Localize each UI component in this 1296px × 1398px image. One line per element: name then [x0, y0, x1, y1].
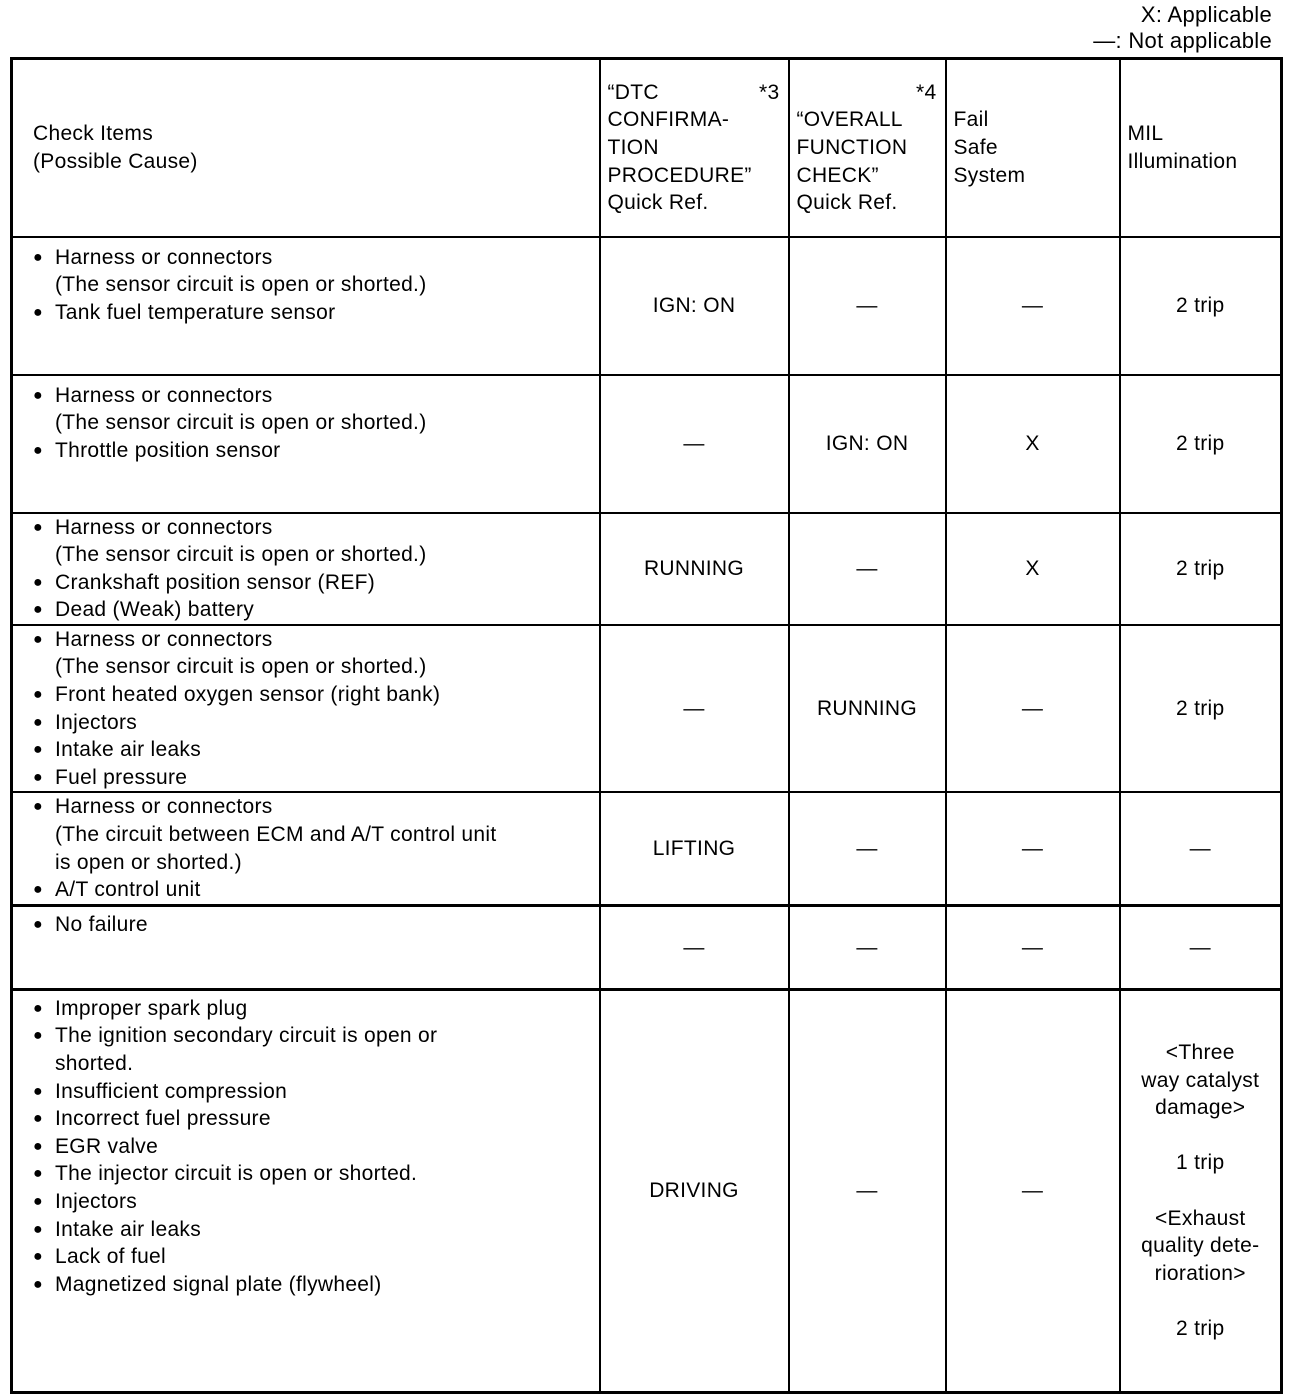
- check-item-text: Magnetized signal plate (flywheel): [55, 1272, 382, 1296]
- table-row: [12, 375, 1282, 513]
- overall-function-check-cell: —: [789, 513, 946, 625]
- overall-function-check-cell: RUNNING: [789, 625, 946, 793]
- dtc-confirmation-cell: DRIVING: [600, 989, 789, 1392]
- mil-illumination-cell: 2 trip: [1120, 237, 1282, 375]
- check-item: [33, 1188, 599, 1216]
- bullet-icon: ●: [33, 1220, 43, 1238]
- mil-illumination-cell: —: [1120, 905, 1282, 989]
- bullet-icon: ●: [33, 386, 43, 404]
- check-item: [33, 299, 599, 327]
- mil-line: <Exhaust: [1154, 1206, 1246, 1230]
- bullet-icon: ●: [33, 1192, 43, 1210]
- fail-safe-cell: —: [946, 905, 1120, 989]
- bullet-icon: ●: [33, 1027, 43, 1045]
- check-items-cell: [12, 792, 600, 905]
- check-item: [33, 541, 599, 569]
- check-item-text: Insufficient compression: [55, 1079, 288, 1103]
- fail-safe-cell: X: [946, 513, 1120, 625]
- check-item-text: Throttle position sensor: [55, 438, 281, 462]
- bullet-icon: ●: [33, 741, 43, 759]
- header-check-items: Check Items (Possible Cause): [12, 59, 600, 237]
- check-items-cell: [12, 989, 600, 1392]
- check-item: [33, 1105, 599, 1133]
- check-item: [33, 876, 599, 904]
- header-mil-illumination: MIL Illumination: [1120, 59, 1282, 237]
- check-item: [33, 1271, 599, 1299]
- check-item-text: Improper spark plug: [55, 996, 248, 1020]
- check-item-text: Injectors: [55, 710, 138, 734]
- mil-line: 1 trip: [1176, 1151, 1225, 1175]
- check-item-text: Intake air leaks: [55, 1217, 202, 1241]
- mil-illumination-cell: —: [1120, 792, 1282, 905]
- mil-illumination-cell: 2 trip: [1120, 375, 1282, 513]
- check-item: [33, 244, 599, 272]
- check-item-text: No failure: [55, 912, 148, 936]
- check-item: [33, 626, 599, 654]
- check-item-text: shorted.: [55, 1052, 134, 1075]
- legend-applicable: X: Applicable: [1140, 2, 1272, 27]
- check-item: [33, 1216, 599, 1244]
- bullet-icon: ●: [33, 1082, 43, 1100]
- bullet-icon: ●: [33, 798, 43, 816]
- bullet-icon: ●: [33, 518, 43, 536]
- mil-line: 2 trip: [1176, 1316, 1225, 1340]
- legend: [1093, 2, 1272, 54]
- header-fail-safe-system: Fail Safe System: [946, 59, 1120, 237]
- mil-line: rioration>: [1154, 1261, 1246, 1285]
- check-item: [33, 1050, 599, 1078]
- check-item: [33, 1133, 599, 1161]
- mil-line: [1121, 1287, 1281, 1315]
- check-item: [33, 1243, 599, 1271]
- fail-safe-cell: —: [946, 792, 1120, 905]
- header-overall-function-check: *4 “OVERALL FUNCTION CHECK” Quick Ref.: [789, 59, 946, 237]
- mil-line: [1121, 1122, 1281, 1150]
- overall-function-check-cell: —: [789, 792, 946, 905]
- overall-function-check-cell: —: [789, 905, 946, 989]
- check-item: [33, 514, 599, 542]
- check-item-text: Fuel pressure: [55, 765, 188, 789]
- check-item-text: (The sensor circuit is open or shorted.): [55, 655, 427, 679]
- fail-safe-cell: —: [946, 237, 1120, 375]
- overall-function-check-cell: —: [789, 237, 946, 375]
- footnote-3: *3: [759, 80, 780, 104]
- check-item-text: Injectors: [55, 1189, 138, 1213]
- check-items-cell: [12, 513, 600, 625]
- table-row: [12, 237, 1282, 375]
- fail-safe-cell: —: [946, 625, 1120, 793]
- table-row: [12, 905, 1282, 989]
- dtc-confirmation-cell: IGN: ON: [600, 237, 789, 375]
- mil-line: [1121, 1177, 1281, 1205]
- bullet-icon: ●: [33, 1165, 43, 1183]
- check-item: [33, 709, 599, 737]
- dtc-table: [10, 57, 1283, 1394]
- overall-function-check-cell: —: [789, 989, 946, 1392]
- dtc-confirmation-cell: —: [600, 625, 789, 793]
- check-item: [33, 849, 599, 877]
- check-item: [33, 1022, 599, 1050]
- check-item: [33, 1078, 599, 1106]
- mil-line: <Three: [1165, 1041, 1235, 1065]
- check-item-text: (The sensor circuit is open or shorted.): [55, 273, 427, 297]
- dtc-confirmation-cell: LIFTING: [600, 792, 789, 905]
- mil-illumination-cell: 2 trip: [1120, 625, 1282, 793]
- mil-line: quality dete-: [1141, 1234, 1260, 1258]
- dtc-confirmation-cell: —: [600, 905, 789, 989]
- bullet-icon: ●: [33, 686, 43, 704]
- bullet-icon: ●: [33, 303, 43, 321]
- check-item-text: Harness or connectors: [55, 245, 273, 269]
- mil-line: damage>: [1155, 1096, 1246, 1120]
- check-item: [33, 995, 599, 1023]
- check-item-text: is open or shorted.): [55, 850, 242, 874]
- bullet-icon: ●: [33, 1248, 43, 1266]
- check-item: [33, 596, 599, 624]
- check-items-cell: [12, 625, 600, 793]
- mil-illumination-cell: 2 trip: [1120, 513, 1282, 625]
- dtc-confirmation-cell: RUNNING: [600, 513, 789, 625]
- check-item-text: (The circuit between ECM and A/T control unit: [55, 823, 497, 847]
- check-items-cell: [12, 375, 600, 513]
- footnote-4: *4: [916, 80, 937, 104]
- check-item-text: Harness or connectors: [55, 383, 273, 407]
- check-item: [33, 569, 599, 597]
- check-item-text: Dead (Weak) battery: [55, 598, 255, 622]
- check-item-text: EGR valve: [55, 1134, 159, 1158]
- check-item: [33, 271, 599, 299]
- check-item-text: Incorrect fuel pressure: [55, 1107, 271, 1131]
- bullet-icon: ●: [33, 601, 43, 619]
- check-item-text: A/T control unit: [55, 878, 201, 902]
- table-row: [12, 513, 1282, 625]
- check-item-text: The injector circuit is open or shorted.: [55, 1162, 418, 1186]
- check-item: [33, 911, 599, 939]
- bullet-icon: ●: [33, 1275, 43, 1293]
- bullet-icon: ●: [33, 999, 43, 1017]
- bullet-icon: ●: [33, 441, 43, 459]
- check-item: [33, 409, 599, 437]
- overall-function-check-cell: IGN: ON: [789, 375, 946, 513]
- check-item-text: Front heated oxygen sensor (right bank): [55, 683, 441, 707]
- check-item-text: Harness or connectors: [55, 627, 273, 651]
- dtc-confirmation-cell: —: [600, 375, 789, 513]
- check-item-text: (The sensor circuit is open or shorted.): [55, 543, 427, 567]
- check-item-text: Lack of fuel: [55, 1245, 166, 1269]
- check-item: [33, 793, 599, 821]
- check-item-text: Harness or connectors: [55, 795, 273, 819]
- bullet-icon: ●: [33, 915, 43, 933]
- check-item: [33, 382, 599, 410]
- table-row: [12, 989, 1282, 1392]
- check-item-text: Intake air leaks: [55, 738, 202, 762]
- check-item: [33, 437, 599, 465]
- bullet-icon: ●: [33, 881, 43, 899]
- fail-safe-cell: —: [946, 989, 1120, 1392]
- check-item-text: Harness or connectors: [55, 515, 273, 539]
- mil-illumination-cell: [1120, 989, 1282, 1392]
- check-item: [33, 653, 599, 681]
- bullet-icon: ●: [33, 713, 43, 731]
- check-item: [33, 821, 599, 849]
- check-item-text: Tank fuel temperature sensor: [55, 300, 336, 324]
- header-row: [12, 59, 1282, 237]
- check-item: [33, 681, 599, 709]
- bullet-icon: ●: [33, 248, 43, 266]
- check-item-text: The ignition secondary circuit is open or: [55, 1024, 438, 1048]
- table-row: [12, 792, 1282, 905]
- bullet-icon: ●: [33, 1137, 43, 1155]
- bullet-icon: ●: [33, 768, 43, 786]
- bullet-icon: ●: [33, 1110, 43, 1128]
- check-item-text: Crankshaft position sensor (REF): [55, 570, 376, 594]
- check-item: [33, 1160, 599, 1188]
- check-item: [33, 764, 599, 792]
- check-item: [33, 736, 599, 764]
- check-items-cell: [12, 905, 600, 989]
- header-dtc-confirmation: “DTC *3 CONFIRMA- TION PROCEDURE” Quick Ref.: [600, 59, 789, 237]
- mil-line: way catalyst: [1141, 1068, 1260, 1092]
- bullet-icon: ●: [33, 630, 43, 648]
- bullet-icon: ●: [33, 573, 43, 591]
- table-row: [12, 625, 1282, 793]
- legend-not-applicable: —: Not applicable: [1093, 28, 1272, 53]
- check-items-cell: [12, 237, 600, 375]
- fail-safe-cell: X: [946, 375, 1120, 513]
- check-item-text: (The sensor circuit is open or shorted.): [55, 411, 427, 435]
